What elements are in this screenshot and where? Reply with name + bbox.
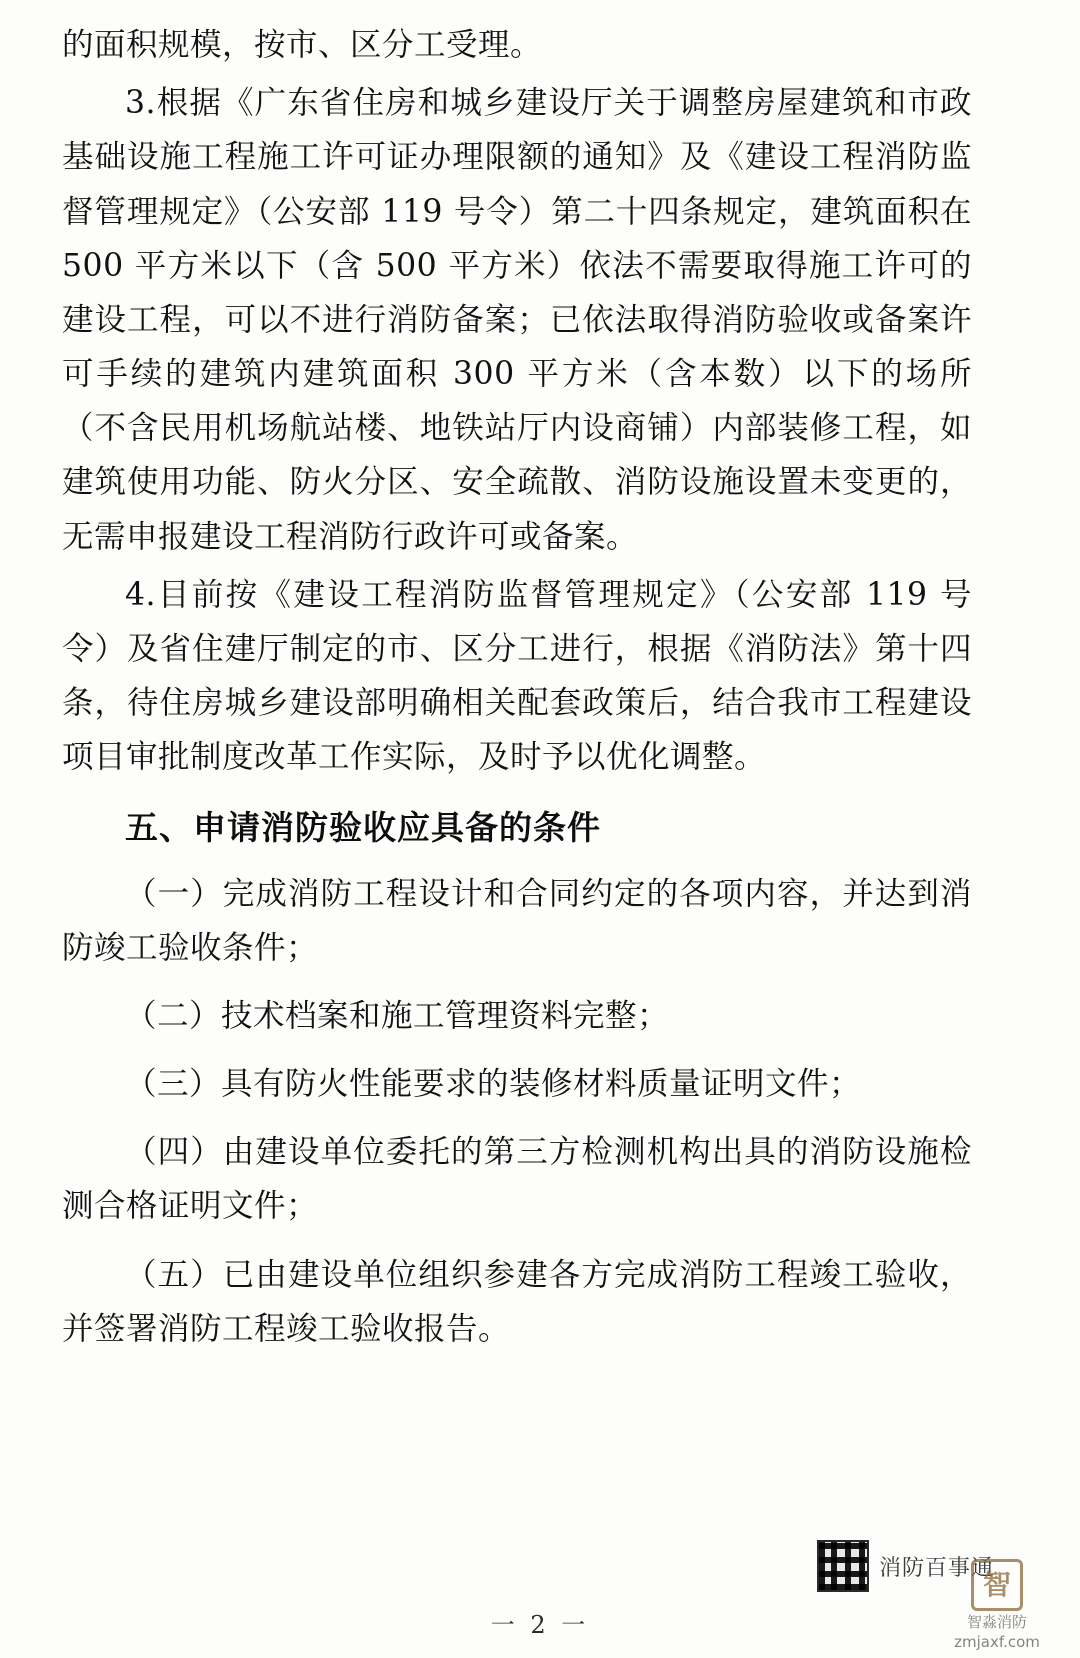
qr-caption: 消防百事通 bbox=[878, 1555, 994, 1581]
section-heading-five: 五、申请消防验收应具备的条件 bbox=[125, 808, 601, 848]
condition-item-1: （一）完成消防工程设计和合同约定的各项内容，并达到消防竣工验收条件； bbox=[62, 875, 972, 966]
condition-item-2: （二）技术档案和施工管理资料完整； bbox=[125, 997, 670, 1034]
condition-item-5: （五）已由建设单位组织参建各方完成消防工程竣工验收，并签署消防工程竣工验收报告。 bbox=[62, 1256, 972, 1347]
spacer bbox=[62, 1047, 972, 1057]
document-body bbox=[62, 18, 972, 1360]
watermark-logo-icon: 智 bbox=[971, 1559, 1023, 1611]
condition-item-4: （四）由建设单位委托的第三方检测机构出具的消防设施检测合格证明文件； bbox=[62, 1134, 972, 1225]
page-footer bbox=[0, 1478, 1080, 1658]
paragraph-item-4: 4.目前按《建设工程消防监督管理规定》（公安部 119 号令）及省住建厅制定的市、区分工进行，根据《消防法》第十四条，待住房城乡建设部明确相关配套政策后，结合我市工程建设项目审批制度改革工作实际，及时予以优化调整。 bbox=[62, 576, 972, 776]
watermark bbox=[922, 1559, 1072, 1653]
spacer bbox=[62, 1238, 972, 1248]
paragraph-item-3: 3.根据《广东省住房和城乡建设厅关于调整房屋建筑和市政基础设施工程施工许可证办理限额的通知》及《建设工程消防监督管理规定》（公安部 119 号令）第二十四条规定，建筑面积在 500 平方米以下（含 500 平方米）依法不需要取得施工许可的建设工程，可以不进行消防备案；已依法取得消防验收或备案许可手续的建筑内建筑面积 300 平方米（含本数）以下的场所（不含民用机场航站楼、地铁站厅内设商铺）内部装修工程，如建筑使用功能、防火分区、安全疏散、消防设施设置未变更的，无需申报建设工程消防行政许可或备案。 bbox=[62, 85, 972, 555]
qr-code-icon bbox=[817, 1540, 869, 1592]
condition-item-3: （三）具有防火性能要求的装修材料质量证明文件； bbox=[125, 1066, 862, 1103]
watermark-line-2: zmjaxf.com bbox=[954, 1633, 1040, 1652]
page-number: 一 2 一 bbox=[490, 1611, 590, 1639]
watermark-line-1: 智淼消防 bbox=[966, 1612, 1027, 1631]
paragraph-continued: 的面积规模，按市、区分工受理。 bbox=[62, 27, 543, 63]
spacer bbox=[62, 979, 972, 989]
spacer bbox=[62, 1115, 972, 1125]
